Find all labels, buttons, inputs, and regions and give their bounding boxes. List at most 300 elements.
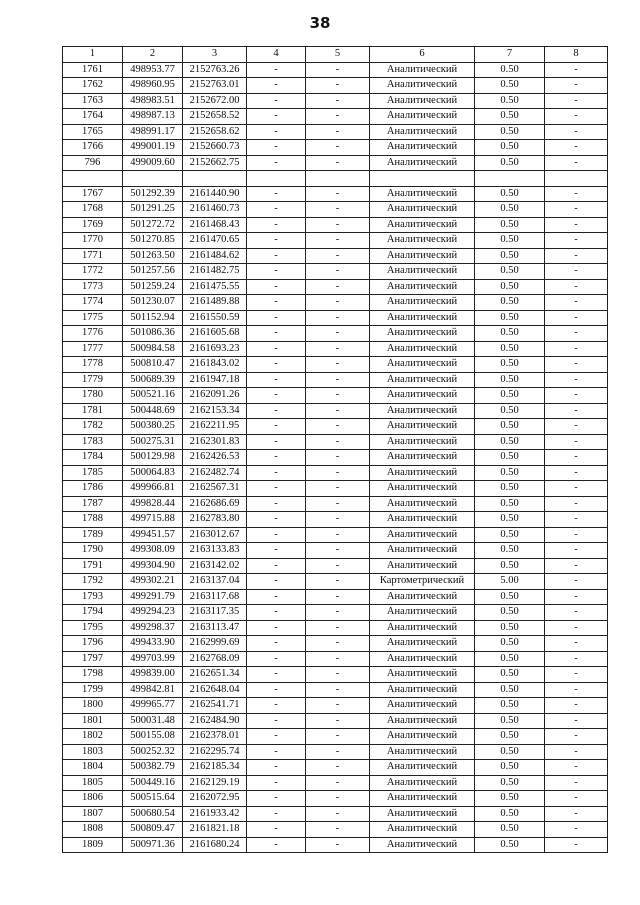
table-row: [63, 806, 608, 822]
table-row: [63, 636, 608, 652]
table-cell: -: [306, 512, 370, 528]
table-cell: [475, 171, 545, 187]
table-cell: -: [306, 419, 370, 435]
table-cell: 499828.44: [123, 496, 183, 512]
table-cell: 500680.54: [123, 806, 183, 822]
column-header: 7: [475, 47, 545, 63]
table-cell: 2161475.55: [183, 279, 247, 295]
table-cell: -: [545, 450, 608, 466]
table-cell: 1775: [63, 310, 123, 326]
table-cell: 0.50: [475, 682, 545, 698]
table-cell: 2162211.95: [183, 419, 247, 435]
table-cell: [123, 171, 183, 187]
table-cell: -: [545, 124, 608, 140]
table-cell: Аналитический: [370, 217, 475, 233]
table-cell: -: [306, 124, 370, 140]
table-cell: -: [545, 93, 608, 109]
table-cell: -: [247, 419, 306, 435]
table-cell: -: [545, 341, 608, 357]
table-cell: 500275.31: [123, 434, 183, 450]
table-cell: -: [306, 713, 370, 729]
table-cell: -: [306, 388, 370, 404]
table-cell: -: [247, 217, 306, 233]
table-cell: Аналитический: [370, 419, 475, 435]
table-cell: -: [306, 434, 370, 450]
table-cell: 0.50: [475, 372, 545, 388]
table-cell: 0.50: [475, 279, 545, 295]
table-cell: -: [545, 791, 608, 807]
table-row: [63, 78, 608, 94]
table-cell: 0.50: [475, 295, 545, 311]
table-row: [63, 527, 608, 543]
table-cell: [370, 171, 475, 187]
table-row: [63, 543, 608, 559]
table-cell: -: [247, 202, 306, 218]
table-cell: 1801: [63, 713, 123, 729]
table-cell: -: [247, 78, 306, 94]
table-cell: 1761: [63, 62, 123, 78]
table-cell: Аналитический: [370, 140, 475, 156]
table-cell: -: [247, 791, 306, 807]
table-cell: 0.50: [475, 496, 545, 512]
table-cell: 0.50: [475, 217, 545, 233]
table-cell: 5.00: [475, 574, 545, 590]
table-cell: -: [306, 140, 370, 156]
table-cell: -: [247, 729, 306, 745]
table-cell: 1791: [63, 558, 123, 574]
table-cell: -: [545, 760, 608, 776]
table-cell: 0.50: [475, 186, 545, 202]
table-cell: 501291.25: [123, 202, 183, 218]
table-row: [63, 512, 608, 528]
table-row: [63, 93, 608, 109]
table-cell: -: [545, 109, 608, 125]
table-cell: -: [306, 93, 370, 109]
table-cell: -: [545, 620, 608, 636]
table-row: [63, 496, 608, 512]
table-cell: -: [247, 186, 306, 202]
table-cell: 2161680.24: [183, 837, 247, 853]
table-cell: -: [306, 744, 370, 760]
table-cell: -: [247, 450, 306, 466]
table-cell: 2162482.74: [183, 465, 247, 481]
table-row: [63, 791, 608, 807]
table-cell: 2161440.90: [183, 186, 247, 202]
table-cell: 2163113.47: [183, 620, 247, 636]
table-cell: 499001.19: [123, 140, 183, 156]
column-header: 4: [247, 47, 306, 63]
column-header: 5: [306, 47, 370, 63]
table-row: [63, 667, 608, 683]
table-cell: -: [545, 140, 608, 156]
table-cell: -: [545, 434, 608, 450]
table-cell: -: [247, 543, 306, 559]
table-cell: 1799: [63, 682, 123, 698]
table-cell: -: [247, 481, 306, 497]
table-cell: -: [545, 574, 608, 590]
table-cell: 501259.24: [123, 279, 183, 295]
table-cell: -: [545, 372, 608, 388]
table-cell: -: [247, 233, 306, 249]
table-cell: -: [545, 155, 608, 171]
table-cell: -: [247, 310, 306, 326]
table-cell: -: [247, 372, 306, 388]
table-cell: 2162091.26: [183, 388, 247, 404]
table-cell: 500448.69: [123, 403, 183, 419]
table-cell: 1784: [63, 450, 123, 466]
table-cell: 1808: [63, 822, 123, 838]
table-row: [63, 822, 608, 838]
table-cell: 2162651.34: [183, 667, 247, 683]
table-cell: 2161843.02: [183, 357, 247, 373]
table-row: [63, 558, 608, 574]
table-row: [63, 760, 608, 776]
table-cell: Аналитический: [370, 248, 475, 264]
table-cell: 499842.81: [123, 682, 183, 698]
table-cell: Картометрический: [370, 574, 475, 590]
table-cell: 2162648.04: [183, 682, 247, 698]
table-cell: -: [545, 636, 608, 652]
table-cell: 1762: [63, 78, 123, 94]
table-cell: 0.50: [475, 434, 545, 450]
table-cell: -: [247, 496, 306, 512]
table-cell: 0.50: [475, 465, 545, 481]
table-cell: Аналитический: [370, 651, 475, 667]
table-cell: -: [247, 403, 306, 419]
table-header-row: [63, 47, 608, 63]
table-cell: 1768: [63, 202, 123, 218]
table-cell: -: [247, 636, 306, 652]
table-cell: -: [247, 589, 306, 605]
table-cell: Аналитический: [370, 372, 475, 388]
table-cell: 1781: [63, 403, 123, 419]
table-cell: 501263.50: [123, 248, 183, 264]
table-row: [63, 481, 608, 497]
table-cell: -: [247, 341, 306, 357]
table-cell: -: [545, 837, 608, 853]
table-row: [63, 248, 608, 264]
table-cell: 2162783.80: [183, 512, 247, 528]
table-cell: -: [545, 729, 608, 745]
table-cell: -: [306, 78, 370, 94]
table-cell: 500064.83: [123, 465, 183, 481]
table-cell: 2161933.42: [183, 806, 247, 822]
table-cell: 501292.39: [123, 186, 183, 202]
table-cell: -: [247, 651, 306, 667]
table-cell: 2161550.59: [183, 310, 247, 326]
table-cell: 0.50: [475, 589, 545, 605]
table-cell: Аналитический: [370, 512, 475, 528]
table-row: [63, 124, 608, 140]
table-cell: 498991.17: [123, 124, 183, 140]
table-row: [63, 434, 608, 450]
table-cell: Аналитический: [370, 698, 475, 714]
table-cell: -: [545, 496, 608, 512]
table-cell: 0.50: [475, 760, 545, 776]
table-cell: Аналитический: [370, 620, 475, 636]
table-cell: 0.50: [475, 155, 545, 171]
table-cell: 0.50: [475, 403, 545, 419]
table-cell: -: [545, 62, 608, 78]
table-cell: 1794: [63, 605, 123, 621]
table-cell: -: [247, 264, 306, 280]
table-cell: 2161468.43: [183, 217, 247, 233]
table-cell: 0.50: [475, 713, 545, 729]
table-row: [63, 837, 608, 853]
table-cell: -: [247, 124, 306, 140]
table-cell: 500252.32: [123, 744, 183, 760]
table-cell: 1766: [63, 140, 123, 156]
table-cell: -: [247, 93, 306, 109]
table-cell: 0.50: [475, 341, 545, 357]
column-header: 8: [545, 47, 608, 63]
table-cell: -: [306, 341, 370, 357]
table-cell: 1789: [63, 527, 123, 543]
table-cell: 500971.36: [123, 837, 183, 853]
table-cell: 1767: [63, 186, 123, 202]
table-cell: 0.50: [475, 248, 545, 264]
table-row: [63, 744, 608, 760]
table-cell: 499839.00: [123, 667, 183, 683]
table-cell: 2163137.04: [183, 574, 247, 590]
table-cell: 2162072.95: [183, 791, 247, 807]
table-cell: 1787: [63, 496, 123, 512]
table-row-separator: [63, 171, 608, 187]
table-cell: -: [545, 310, 608, 326]
table-cell: 0.50: [475, 310, 545, 326]
table-cell: Аналитический: [370, 310, 475, 326]
table-row: [63, 341, 608, 357]
table-cell: 500515.64: [123, 791, 183, 807]
table-cell: -: [306, 279, 370, 295]
table-cell: Аналитический: [370, 279, 475, 295]
table-cell: -: [306, 651, 370, 667]
table-row: [63, 233, 608, 249]
table-cell: -: [545, 527, 608, 543]
table-cell: -: [247, 713, 306, 729]
table-cell: -: [306, 620, 370, 636]
table-cell: 0.50: [475, 202, 545, 218]
table-cell: Аналитический: [370, 543, 475, 559]
table-cell: 0.50: [475, 775, 545, 791]
table-cell: -: [306, 574, 370, 590]
table-cell: 0.50: [475, 791, 545, 807]
table-cell: 1776: [63, 326, 123, 342]
table-cell: -: [306, 186, 370, 202]
table-cell: 1782: [63, 419, 123, 435]
table-cell: 2161489.88: [183, 295, 247, 311]
table-cell: -: [306, 822, 370, 838]
table-cell: 0.50: [475, 450, 545, 466]
table-cell: -: [545, 78, 608, 94]
table-cell: -: [247, 155, 306, 171]
table-cell: -: [247, 465, 306, 481]
table-cell: 0.50: [475, 124, 545, 140]
table-cell: 498953.77: [123, 62, 183, 78]
table-cell: 796: [63, 155, 123, 171]
table-cell: 1800: [63, 698, 123, 714]
table-cell: -: [545, 651, 608, 667]
table-cell: Аналитический: [370, 837, 475, 853]
table-cell: 501257.56: [123, 264, 183, 280]
table-cell: 500129.98: [123, 450, 183, 466]
table-cell: 0.50: [475, 233, 545, 249]
table-cell: 2161821.18: [183, 822, 247, 838]
table-cell: -: [306, 543, 370, 559]
table-cell: [306, 171, 370, 187]
column-header: 1: [63, 47, 123, 63]
table-cell: Аналитический: [370, 589, 475, 605]
table-cell: 2161693.23: [183, 341, 247, 357]
table-cell: 499433.90: [123, 636, 183, 652]
table-row: [63, 140, 608, 156]
table-cell: 499703.99: [123, 651, 183, 667]
table-cell: -: [247, 527, 306, 543]
table-cell: -: [247, 434, 306, 450]
table-cell: Аналитический: [370, 558, 475, 574]
table-row: [63, 388, 608, 404]
table-cell: 2163142.02: [183, 558, 247, 574]
table-row: [63, 403, 608, 419]
table-cell: 501152.94: [123, 310, 183, 326]
table-cell: -: [545, 558, 608, 574]
table-cell: -: [247, 248, 306, 264]
table-cell: 1796: [63, 636, 123, 652]
table-cell: -: [247, 140, 306, 156]
table-cell: 0.50: [475, 62, 545, 78]
table-cell: -: [306, 155, 370, 171]
table-cell: 501086.36: [123, 326, 183, 342]
table-cell: 1792: [63, 574, 123, 590]
table-row: [63, 589, 608, 605]
table-cell: -: [247, 667, 306, 683]
table-cell: 500809.47: [123, 822, 183, 838]
table-cell: -: [247, 62, 306, 78]
table-cell: 2152763.26: [183, 62, 247, 78]
table-cell: Аналитический: [370, 326, 475, 342]
table-cell: 500449.16: [123, 775, 183, 791]
table-cell: -: [545, 388, 608, 404]
table-cell: 1772: [63, 264, 123, 280]
table-cell: 2162484.90: [183, 713, 247, 729]
table-cell: -: [247, 806, 306, 822]
table-cell: -: [545, 682, 608, 698]
table-cell: Аналитический: [370, 791, 475, 807]
table-cell: 499298.37: [123, 620, 183, 636]
table-cell: 1798: [63, 667, 123, 683]
table-cell: Аналитический: [370, 186, 475, 202]
table-cell: -: [306, 357, 370, 373]
table-cell: 0.50: [475, 620, 545, 636]
table-cell: -: [247, 558, 306, 574]
table-cell: 2163117.68: [183, 589, 247, 605]
table-cell: -: [545, 403, 608, 419]
table-cell: 1802: [63, 729, 123, 745]
table-cell: -: [247, 620, 306, 636]
table-cell: -: [306, 481, 370, 497]
table-cell: 1777: [63, 341, 123, 357]
table-cell: 1790: [63, 543, 123, 559]
table-cell: Аналитический: [370, 434, 475, 450]
table-cell: -: [247, 295, 306, 311]
table-cell: 499009.60: [123, 155, 183, 171]
table-cell: -: [306, 636, 370, 652]
table-cell: -: [306, 450, 370, 466]
table-cell: 0.50: [475, 326, 545, 342]
table-cell: -: [306, 496, 370, 512]
table-cell: 2152658.62: [183, 124, 247, 140]
table-cell: Аналитический: [370, 667, 475, 683]
table-cell: 1770: [63, 233, 123, 249]
table-cell: 2152658.52: [183, 109, 247, 125]
table-cell: Аналитический: [370, 806, 475, 822]
table-cell: -: [247, 109, 306, 125]
table-cell: Аналитический: [370, 357, 475, 373]
table-cell: 2163117.35: [183, 605, 247, 621]
table-cell: -: [306, 403, 370, 419]
table-row: [63, 62, 608, 78]
table-cell: -: [545, 186, 608, 202]
table-cell: 498983.51: [123, 93, 183, 109]
table-cell: -: [545, 357, 608, 373]
table-cell: 0.50: [475, 837, 545, 853]
table-cell: Аналитический: [370, 388, 475, 404]
table-cell: 1804: [63, 760, 123, 776]
table-row: [63, 326, 608, 342]
table-cell: -: [545, 419, 608, 435]
table-cell: 0.50: [475, 264, 545, 280]
table-cell: 500984.58: [123, 341, 183, 357]
table-row: [63, 574, 608, 590]
table-row: [63, 682, 608, 698]
table-cell: 0.50: [475, 744, 545, 760]
table-cell: [545, 171, 608, 187]
table-row: [63, 279, 608, 295]
table-cell: 1788: [63, 512, 123, 528]
coordinates-table: [62, 46, 608, 853]
table-cell: 0.50: [475, 388, 545, 404]
table-cell: 501270.85: [123, 233, 183, 249]
table-cell: -: [545, 605, 608, 621]
table-cell: 2162768.09: [183, 651, 247, 667]
table-cell: 1765: [63, 124, 123, 140]
table-cell: 0.50: [475, 651, 545, 667]
table-cell: -: [545, 744, 608, 760]
table-row: [63, 264, 608, 280]
table-cell: -: [306, 326, 370, 342]
table-cell: -: [545, 326, 608, 342]
table-cell: 1793: [63, 589, 123, 605]
table-cell: 2162426.53: [183, 450, 247, 466]
table-cell: 2152660.73: [183, 140, 247, 156]
table-row: [63, 605, 608, 621]
table-cell: 1785: [63, 465, 123, 481]
table-cell: [63, 171, 123, 187]
table-cell: 499302.21: [123, 574, 183, 590]
table-cell: 0.50: [475, 481, 545, 497]
table-cell: -: [306, 62, 370, 78]
table-cell: Аналитический: [370, 729, 475, 745]
column-header: 3: [183, 47, 247, 63]
table-cell: 2161482.75: [183, 264, 247, 280]
table-row: [63, 155, 608, 171]
table-cell: -: [247, 682, 306, 698]
table-row: [63, 202, 608, 218]
table-cell: 2163133.83: [183, 543, 247, 559]
table-cell: -: [545, 713, 608, 729]
table-cell: 1797: [63, 651, 123, 667]
table-cell: -: [306, 682, 370, 698]
